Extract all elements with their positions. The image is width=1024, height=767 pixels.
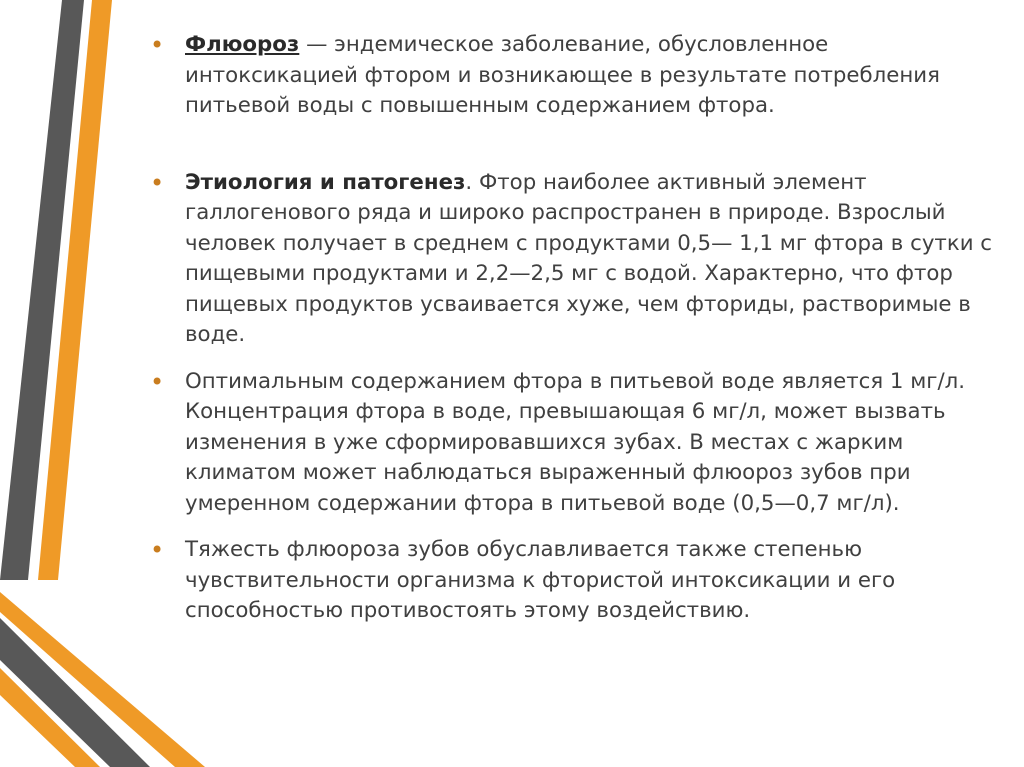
- term-etiology: Этиология и патогенез: [185, 169, 466, 195]
- bullet-dot: •: [150, 31, 165, 59]
- bullet-text: — эндемическое заболевание, обусловленное интоксикацией фтором и возникающее в результате потребления питьевой воды с повышенным содержанием фтора.: [185, 32, 940, 118]
- term-fluorosis: Флюороз: [185, 32, 300, 57]
- bullet-text: . Фтор наиболее активный элемент галлогенового ряда и широко распространен в природе. Взрослый человек получает в среднем с продуктами 0,5— 1,1 мг фтора в сутки с пищевыми продуктами и 2,2—2,5 мг с водой. Характерно, что фтор пищевых продуктов усваивается хуже, чем фториды, растворимые в воде.: [185, 169, 993, 347]
- bullet-text: Тяжесть флюороза зубов обуславливается также степенью чувствительности организма к фтористой интоксикации и его способностью противостоять этому воздействию.: [185, 537, 896, 623]
- content-area: [150, 30, 1000, 643]
- bullet-dot: •: [150, 168, 165, 197]
- bullet-optimal-content: [150, 367, 1000, 520]
- bullet-etiology: [150, 168, 1000, 351]
- bullet-text: Оптимальным содержанием фтора в питьевой воде является 1 мг/л. Концентрация фтора в воде, превышающая 6 мг/л, может вызвать изменения в уже сформировавшихся зубах. В местах с жарким климатом может наблюдаться выраженный флюороз зубов при умеренном содержании фтора в питьевой воде (0,5—0,7 мг/л).: [185, 368, 966, 516]
- bullet-dot: •: [150, 536, 165, 564]
- bullet-dot: •: [150, 367, 165, 396]
- bullet-severity: [150, 535, 1000, 627]
- bullet-fluorosis: [150, 30, 1000, 122]
